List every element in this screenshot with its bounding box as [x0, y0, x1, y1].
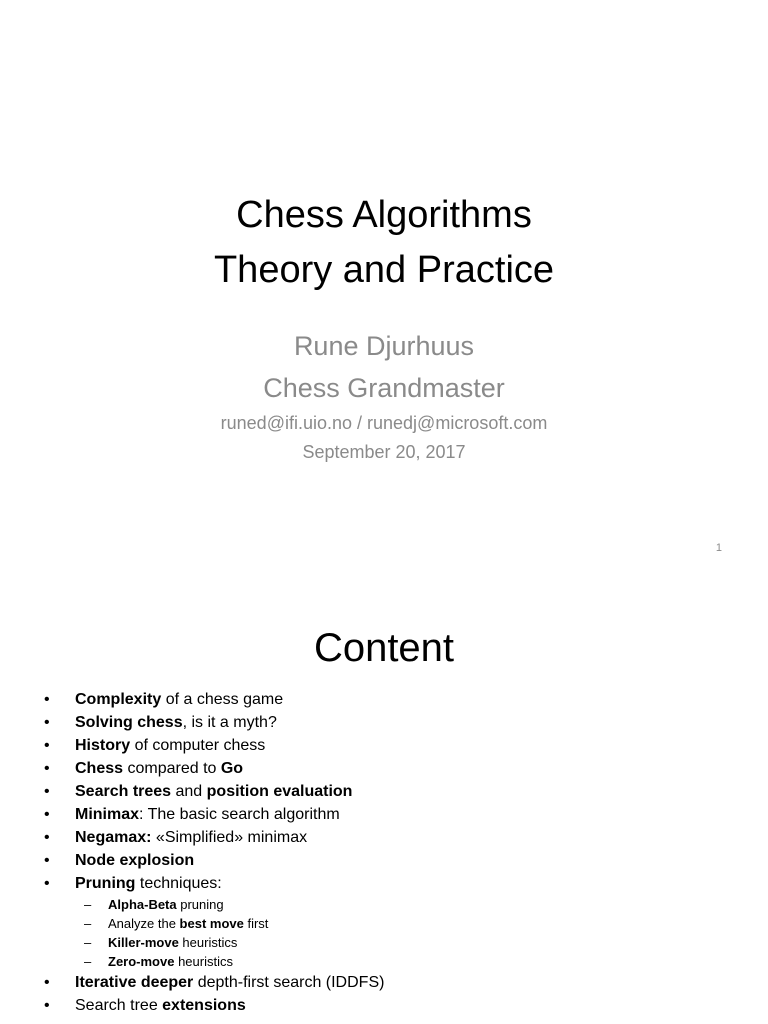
presentation-date: September 20, 2017 [302, 442, 466, 462]
slide-number: 1 [715, 542, 722, 554]
list-item: • Pruning techniques: [44, 872, 744, 895]
content-list [44, 688, 744, 1017]
title-line-2: Theory and Practice [213, 249, 555, 291]
sub-list-item: – Alpha-Beta pruning [44, 895, 744, 914]
list-item: • Complexity of a chess game [44, 688, 744, 711]
author-name: Rune Djurhuus [293, 331, 475, 361]
author-email: runed@ifi.uio.no / runedj@microsoft.com [220, 413, 548, 433]
slide-title [0, 188, 768, 298]
list-item: • Iterative deeper depth-first search (IDDFS) [44, 971, 744, 994]
list-item: • Negamax: «Simplified» minimax [44, 826, 744, 849]
list-item: • Chess compared to Go [44, 757, 744, 780]
list-item: • Search tree extensions [44, 994, 744, 1017]
content-title: Content [313, 626, 455, 670]
subtitle-block [0, 325, 768, 467]
title-line-1: Chess Algorithms [236, 194, 532, 236]
sub-list-item: – Zero-move heuristics [44, 952, 744, 971]
sub-list-item: – Killer-move heuristics [44, 933, 744, 952]
list-item: • History of computer chess [44, 734, 744, 757]
author-role: Chess Grandmaster [263, 373, 505, 403]
content-slide [0, 576, 768, 1024]
list-item: • Minimax: The basic search algorithm [44, 803, 744, 826]
list-item: • Search trees and position evaluation [44, 780, 744, 803]
sub-list-item: – Analyze the best move first [44, 914, 744, 933]
list-item: • Solving chess, is it a myth? [44, 711, 744, 734]
list-item: • Node explosion [44, 849, 744, 872]
